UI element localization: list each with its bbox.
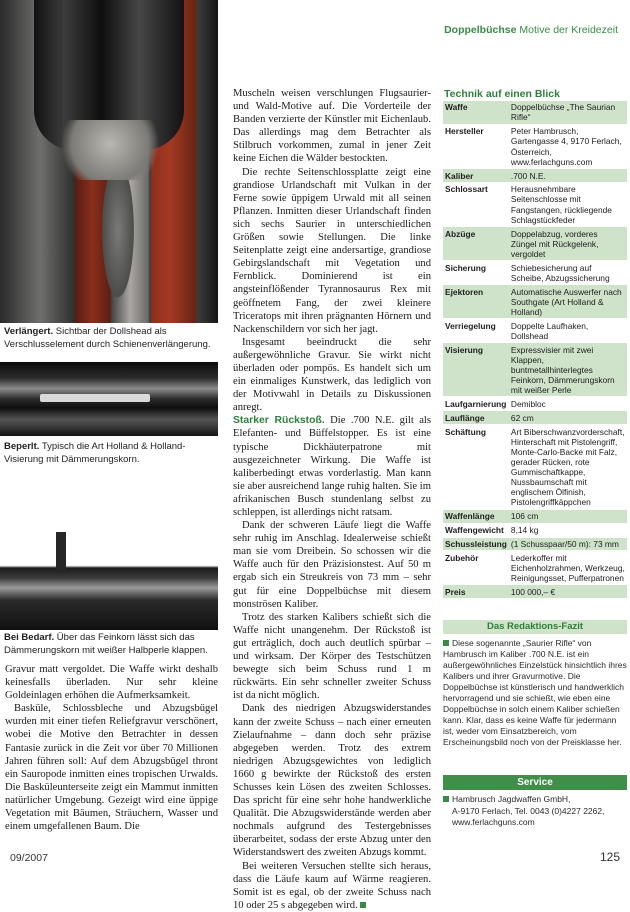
specs-key: Schussleistung <box>445 538 507 549</box>
running-header <box>444 24 618 36</box>
specs-row <box>443 411 627 425</box>
service-box <box>443 794 627 829</box>
specs-row <box>443 285 627 319</box>
front-sight-photo <box>0 506 218 630</box>
specs-key: Waffe <box>443 101 509 124</box>
caption-3-lead: Bei Bedarf. <box>4 632 55 643</box>
specs-key: Zubehör <box>443 551 509 585</box>
specs-title: Technik auf einen Blick <box>444 88 560 100</box>
specs-key: Laufgarnierung <box>443 397 509 411</box>
caption-3-text: Über das Feinkorn lässt sich das Dämmerungskorn mit weißer Halbperle klappen. <box>4 632 208 656</box>
specs-key: Sicherung <box>443 261 509 285</box>
engraving-shape <box>50 120 170 180</box>
subhead-paragraph <box>233 414 431 519</box>
col1-paragraph: Gravur matt vergoldet. Die Waffe wirkt deshalb keinesfalls überladen. Nur sehr kleine Goldeinlagen erhöhen die Aufmerksamkeit. <box>5 664 218 702</box>
page-number: 125 <box>599 850 620 864</box>
specs-row <box>443 227 627 261</box>
specs-row <box>443 343 627 397</box>
col2-paragraph <box>233 860 431 912</box>
caption-2 <box>4 441 218 466</box>
sight-post-shape <box>56 532 66 572</box>
sight-rib-photo <box>0 362 218 436</box>
specs-value: Doppelbüchse „The Saurian Rifle“ <box>509 101 627 124</box>
specs-value: Automatische Auswerfer nach Southgate (Art Holland & Holland) <box>509 285 627 319</box>
body-column-1 <box>5 663 218 833</box>
specs-row <box>443 585 627 599</box>
specs-row <box>443 537 627 551</box>
specs-row <box>443 425 627 510</box>
specs-key: Ejektoren <box>443 285 509 319</box>
body-column-2 <box>233 87 431 912</box>
header-subtitle: Motive der Kreidezeit <box>519 24 618 36</box>
specs-row <box>443 551 627 585</box>
end-mark-icon <box>360 902 366 908</box>
specs-value: Lederkoffer mit Eichenholzrahmen, Werkzeug, Reinigungsset, Pufferpatronen <box>509 551 627 585</box>
specs-key: Preis <box>443 585 509 599</box>
specs-key: Lauflänge <box>443 411 509 425</box>
rib-shape <box>40 394 150 402</box>
col2-paragraph: Trotz des starken Kalibers schießt sich die Waffe nicht unangenehm. Der Rückstoß ist gut erträglich, doch auch deutlich spürbar – und wirksam. Der Körper des Testschützen bewegte sich beim Schuss rund 1 m rückwärts. Ein sehr schneller zweiter Schuss ist da nicht möglich. <box>233 611 431 702</box>
specs-value: Doppelabzug, vorderes Züngel mit Rückgelenk, vergoldet <box>509 227 627 261</box>
specs-key: Kaliber <box>443 169 509 183</box>
specs-key: Abzüge <box>443 227 509 261</box>
fazit-bullet-icon <box>443 640 449 646</box>
col1-paragraph: Basküle, Schlossbleche und Abzugsbügel wurden mit einer tiefen Reliefgravur verschönert, wobei die Motive den Betrachter in dessen Fantasie zurück in die Zeit vor über 70 Millionen Jahren führen soll: Auf dem Abzugsbügel thront ein Sauropode inmitten eines tropischen Urwalds. Die Basküleunterseite zeigt ein Mammut inmitten natürlicher Umgebung. Gezeigt wird eine üppige Vegetation mit Bäumen, Sträuchern, Wasser und einem umgefallenen Baum. Die <box>5 703 218 833</box>
col2-paragraph: Die rechte Seitenschlossplatte zeigt eine grandiose Urlandschaft mit Vulkan in der Ferne sowie üppigem Urwald mit all seinen Pflanzen. Inmitten dieser Urlandschaft finden sich sechs Saurier in unterschiedlichen Größen sowie Stellungen. Die linke Seitenplatte zeigt eine andersartige, grandiose Gebirgslandschaft mit Vegetation und Fernblick. Dominierend ist ein angsteinflößender Tyrannosaurus Rex mit geöffnetem Fang, der zwei kleinere Triceratops mit ihren prägnanten Hörnern und Nackenschildern vor sich her jagt. <box>233 166 431 335</box>
specs-value: .700 N.E. <box>509 169 627 183</box>
specs-row <box>443 183 627 227</box>
caption-1 <box>4 326 218 351</box>
specs-row <box>443 523 627 537</box>
specs-value: 100 000,– € <box>509 585 627 599</box>
col2-paragraph: Dank des niedrigen Abzugswiderstandes kann der zweite Schuss – nach einer erneuten Zielaufnahme – dann doch sehr präzise abgegeben werden. Trotz des extrem niedrigen Abzugsgewichtes von lediglich 1660 g bewirkte der Rückstoß des ersten Schusses kein Lösen des zweiten Schlosses. Das spricht für eine sehr hohe handwerkliche Qualität. Die Abzugswiderstände werden aber nochmals aufgrund des Testergebnisses überarbeitet, sodass der erste Abzug unter den Widerstandswert des zweiten Abzugs kommt. <box>233 703 431 859</box>
caption-1-lead: Verlängert. <box>4 326 54 337</box>
subhead-recoil: Starker Rückstoß. <box>233 415 325 427</box>
specs-key: Waffenlänge <box>443 509 509 523</box>
specs-value: Schiebesicherung auf Scheibe, Abzugssicherung <box>509 261 627 285</box>
specs-key: Verriegelung <box>443 319 509 343</box>
specs-row <box>443 101 627 124</box>
specs-value: Art Biberschwanzvorderschaft, Hinterschaft mit Pistolengriff, Monte-Carlo-Backe mit Falz, gerader Rücken, rote Gummischaftkappe, Nussbaumschaft mit englischem Ölfinish, Pistolengriffkäppchen <box>509 425 627 510</box>
specs-value: Peter Hambrusch, Gartengasse 4, 9170 Ferlach, Österreich, www.ferlachguns.com <box>509 124 627 168</box>
service-line-2: A-9170 Ferlach, Tel. 0043 (0)4227 2262, <box>452 805 605 816</box>
specs-row <box>443 509 627 523</box>
specs-key: Visierung <box>443 343 509 397</box>
fazit-title: Das Redaktions-Fazit <box>443 620 627 634</box>
specs-key: Schäftung <box>443 425 509 510</box>
specs-row <box>443 124 627 168</box>
col2-last-text: Bei weiteren Versuchen stellte sich heraus, dass die Läufe kaum auf Wärme reagieren. Somit ist es egal, ob der zweite Schuss nach 10 oder 25 s abgegeben wird. <box>233 860 431 911</box>
specs-key: Hersteller <box>443 124 509 168</box>
specs-value: 106 cm <box>509 509 627 523</box>
fazit-box <box>443 638 627 748</box>
specs-key: Waffengewicht <box>443 523 509 537</box>
col2-paragraph: Muscheln weisen verschlungen Flugsaurier- und Wald-Motive auf. Die Vorderteile der Banden verzierte der Künstler mit Eichenlaub. Das allerdings mag dem Betrachter als Stilbruch vorkommen, zumal in jener Zeit keine Eichen die Wälder bestockten. <box>233 88 431 165</box>
caption-1-text: Sichtbar der Dollshead als Verschlusselement durch Schienenverlängerung. <box>4 326 211 350</box>
specs-value: Herausnehmbare Seitenschlosse mit Fangstangen, rückliegende Schlagstückfeder <box>509 183 627 227</box>
header-title: Doppelbüchse <box>444 24 517 36</box>
specs-value: Demibloc <box>509 397 627 411</box>
specs-row <box>443 169 627 183</box>
fazit-text: Diese sogenannte „Saurier Rifle“ von Hambrusch im Kaliber .700 N.E. ist ein außergewöhnliches Einzelstück hinsichtlich ihres Kalibers und ihrer Gravurmotive. Die Doppelbüchse ist künstlerisch und handwerklich hervorragend und sie schießt, wie eben eine Doppelbüchse in solch einem Kaliber schießen kann. Klar, dass es keine Waffe für jedermann ist, weder vom Einsatzbereich, vom Erscheinungsbild noch von der Preisklasse her. <box>443 638 627 747</box>
specs-row <box>443 397 627 411</box>
specs-value: 8,14 kg <box>509 523 627 537</box>
subhead-text: Die .700 N.E. gilt als Elefanten- und Büffelstopper. Es ist eine typische Dickhäuterpatrone mit ausgezeichneter Wirkung. Die Waffe ist kaliberbedingt etwas vorderlastig. Man kann sie aber ausreichend lange ruhig halten. Sie im afrikanischen Busch stundenlang selbst zu schleppen, ist allerdings nicht ratsam. <box>233 415 432 518</box>
gun-action-photo <box>0 0 218 323</box>
service-line-1: Hambrusch Jagdwaffen GmbH, <box>452 794 571 804</box>
col2-paragraph: Insgesamt beeindruckt die sehr außergewöhnliche Gravur. Sie wirkt nicht überladen oder pompös. Es handelt sich um ein einmaliges Kunstwerk, das lediglich von der Motivwahl in Details zu Diskussionen anregt. <box>233 336 431 414</box>
specs-value: Doppelte Laufhaken, Dollshead <box>509 319 627 343</box>
service-bullet-icon <box>443 796 449 802</box>
specs-value: 62 cm <box>509 411 627 425</box>
specs-value: Expressvisier mit zwei Klappen, buntmetallhinterlegtes Feinkorn, Dämmerungskorn mit weißer Perle <box>509 343 627 397</box>
specs-value: (1 Schusspaar/50 m): 73 mm <box>509 537 627 551</box>
caption-2-lead: Beperlt. <box>4 441 40 452</box>
specs-row <box>443 319 627 343</box>
specs-key: Schlossart <box>443 183 509 227</box>
service-title: Service <box>443 775 627 790</box>
col2-paragraph: Dank der schweren Läufe liegt die Waffe sehr ruhig im Anschlag. Idealerweise schießt man sie vom Dreibein. So schossen wir die Waffe auch für den Präzisionstest. Auf 50 m ergab sich ein Streukreis von 73 mm – sehr gut für eine Doppelbüchse mit diesem monströsen Kaliber. <box>233 520 431 610</box>
issue-number: 09/2007 <box>10 852 48 864</box>
service-url-link[interactable]: www.ferlachguns.com <box>452 817 535 827</box>
caption-2-text: Typisch die Art Holland & Holland-Visierung mit Dämmerungskorn. <box>4 441 186 465</box>
specs-row <box>443 261 627 285</box>
specs-table <box>443 101 627 599</box>
caption-3 <box>4 632 218 657</box>
